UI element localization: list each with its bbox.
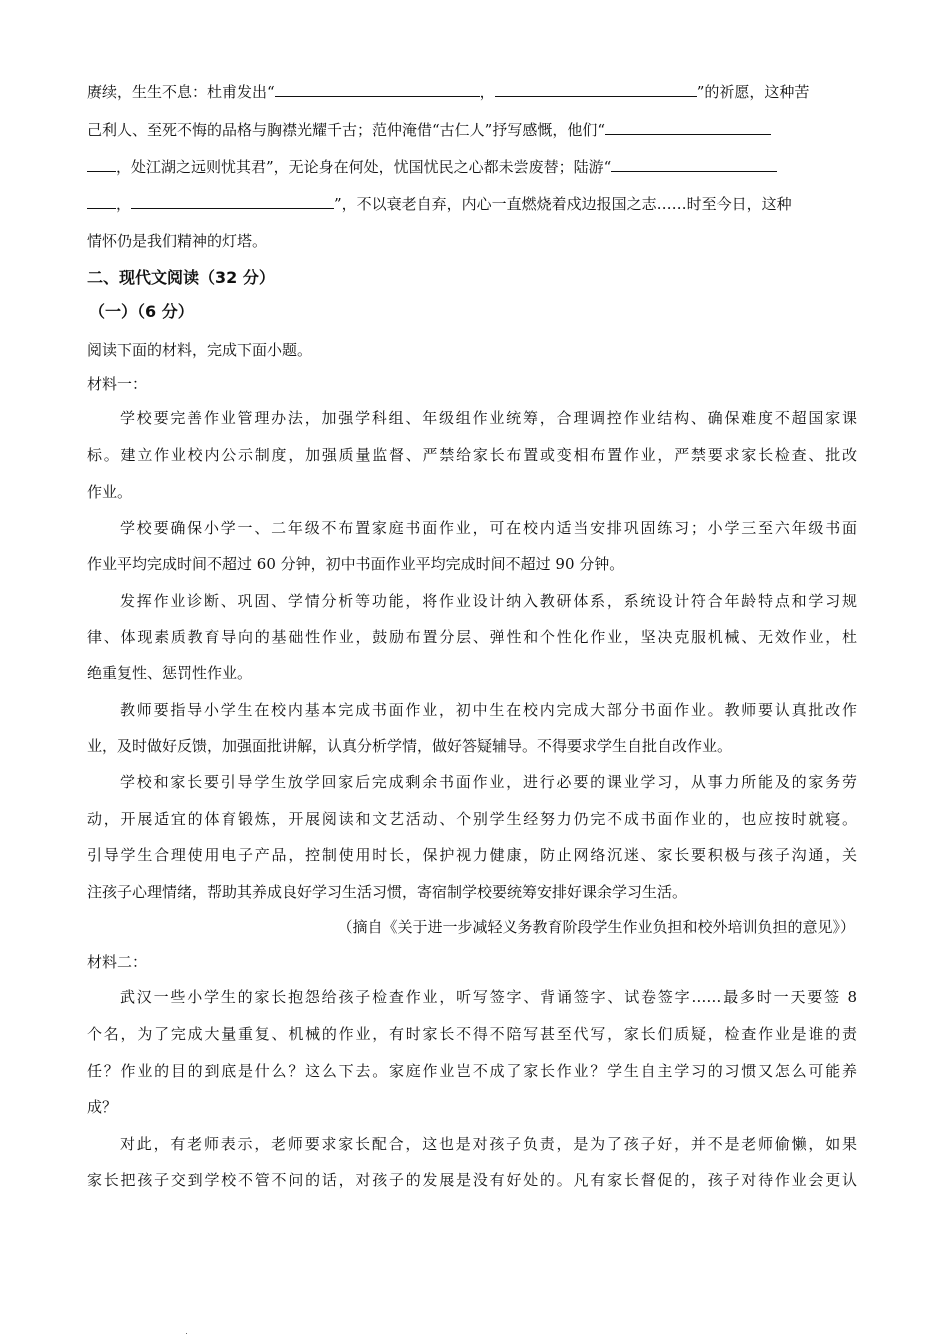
paragraph-line: 注孩子心理情绪，帮助其养成良好学习生活习惯，寄宿制学校要统筹安排好课余学习生活。 [87, 883, 688, 901]
answer-blank[interactable] [605, 120, 771, 135]
answer-blank[interactable] [495, 82, 697, 97]
paragraph-line: 家长把孩子交到学校不管不问的话，对孩子的发展是没有好处的。凡有家长督促的，孩子对待作业会更认 [87, 1171, 857, 1189]
poem-text: 己利人、至死不悔的品格与胸襟光耀千古；范仲淹借“古仁人”抒写感慨，他们“ [87, 121, 606, 139]
paragraph-line: 发挥作业诊断、巩固、学情分析等功能，将作业设计纳入教研体系，系统设计符合年龄特点和学习规 [120, 592, 857, 610]
poem-text: 赓续，生生不息：杜甫发出“ [87, 83, 275, 101]
answer-blank[interactable] [131, 194, 334, 209]
poem-text: ， [116, 195, 132, 213]
paragraph-line: 引导学生合理使用电子产品，控制使用时长，保护视力健康，防止网络沉迷、家长要积极与孩子沟通，关 [87, 846, 857, 864]
material-1-label: 材料一： [87, 375, 148, 393]
paragraph-line: 学校要确保小学一、二年级不布置家庭书面作业，可在校内适当安排巩固练习；小学三至六年级书面 [120, 519, 857, 537]
paragraph-line: 标。建立作业校内公示制度，加强质量监督、严禁给家长布置或变相布置作业，严禁要求家长检查、批改 [87, 446, 857, 464]
paragraph-line: 业，及时做好反馈，加强面批讲解，认真分析学情，做好答疑辅导。不得要求学生自批自改作业。 [87, 737, 733, 755]
answer-blank[interactable] [275, 82, 480, 97]
source-citation: （摘自《关于进一步减轻义务教育阶段学生作业负担和校外培训负担的意见》） [337, 918, 855, 936]
paragraph-line: 学校要完善作业管理办法，加强学科组、年级组作业统筹，合理调控作业结构、确保难度不超国家课 [120, 409, 857, 427]
poem-line-1 [87, 82, 857, 102]
paragraph-line: 对此，有老师表示，老师要求家长配合，这也是对孩子负责，是为了孩子好，并不是老师偷懒，如果 [120, 1135, 857, 1153]
page-mark [186, 1333, 187, 1334]
subsection-title: （一）（6 分） [89, 302, 194, 321]
paragraph-line: 作业平均完成时间不超过 60 分钟，初中书面作业平均完成时间不超过 90 分钟。 [87, 555, 625, 573]
poem-text: ”，不以衰老自弃，内心一直燃烧着戍边报国之志……时至今日，这种 [334, 195, 792, 213]
material-2-label: 材料二： [87, 953, 148, 971]
poem-line-4 [87, 194, 857, 214]
answer-blank[interactable] [87, 194, 116, 209]
paragraph-line: 学校和家长要引导学生放学回家后完成剩余书面作业，进行必要的课业学习，从事力所能及的家务劳 [120, 773, 857, 791]
poem-line-5: 情怀仍是我们精神的灯塔。 [87, 232, 268, 250]
paragraph-line: 任？作业的目的到底是什么？这么下去。家庭作业岂不成了家长作业？学生自主学习的习惯又怎么可能养 [87, 1062, 857, 1080]
poem-text: ”的祈愿，这种苦 [696, 83, 810, 101]
paragraph-line: 动，开展适宜的体育锻炼，开展阅读和文艺活动、个别学生经努力仍完不成书面作业的，也应按时就寝。 [87, 810, 857, 828]
poem-line-2 [87, 120, 857, 140]
poem-text: ，处江湖之远则忧其君”，无论身在何处，忧国忧民之心都未尝废替；陆游“ [116, 158, 612, 176]
paragraph-line: 武汉一些小学生的家长抱怨给孩子检查作业，听写签字、背诵签字、试卷签字……最多时一天要签 8 [120, 988, 857, 1006]
poem-text: ， [479, 83, 495, 101]
instruction: 阅读下面的材料，完成下面小题。 [87, 341, 313, 359]
paragraph-line: 成？ [87, 1098, 118, 1116]
paragraph-line: 作业。 [87, 483, 133, 501]
answer-blank[interactable] [611, 157, 777, 172]
paragraph-line: 律、体现素质教育导向的基础性作业，鼓励布置分层、弹性和个性化作业，坚决克服机械、无效作业，杜 [87, 628, 857, 646]
paragraph-line: 绝重复性、惩罚性作业。 [87, 664, 253, 682]
paragraph-line: 个名，为了完成大量重复、机械的作业，有时家长不得不陪写甚至代写，家长们质疑，检查作业是谁的责 [87, 1025, 857, 1043]
answer-blank[interactable] [87, 157, 116, 172]
poem-line-3 [87, 157, 857, 177]
section-title: 二、现代文阅读（32 分） [87, 268, 275, 287]
paragraph-line: 教师要指导小学生在校内基本完成书面作业，初中生在校内完成大部分书面作业。教师要认真批改作 [120, 701, 857, 719]
